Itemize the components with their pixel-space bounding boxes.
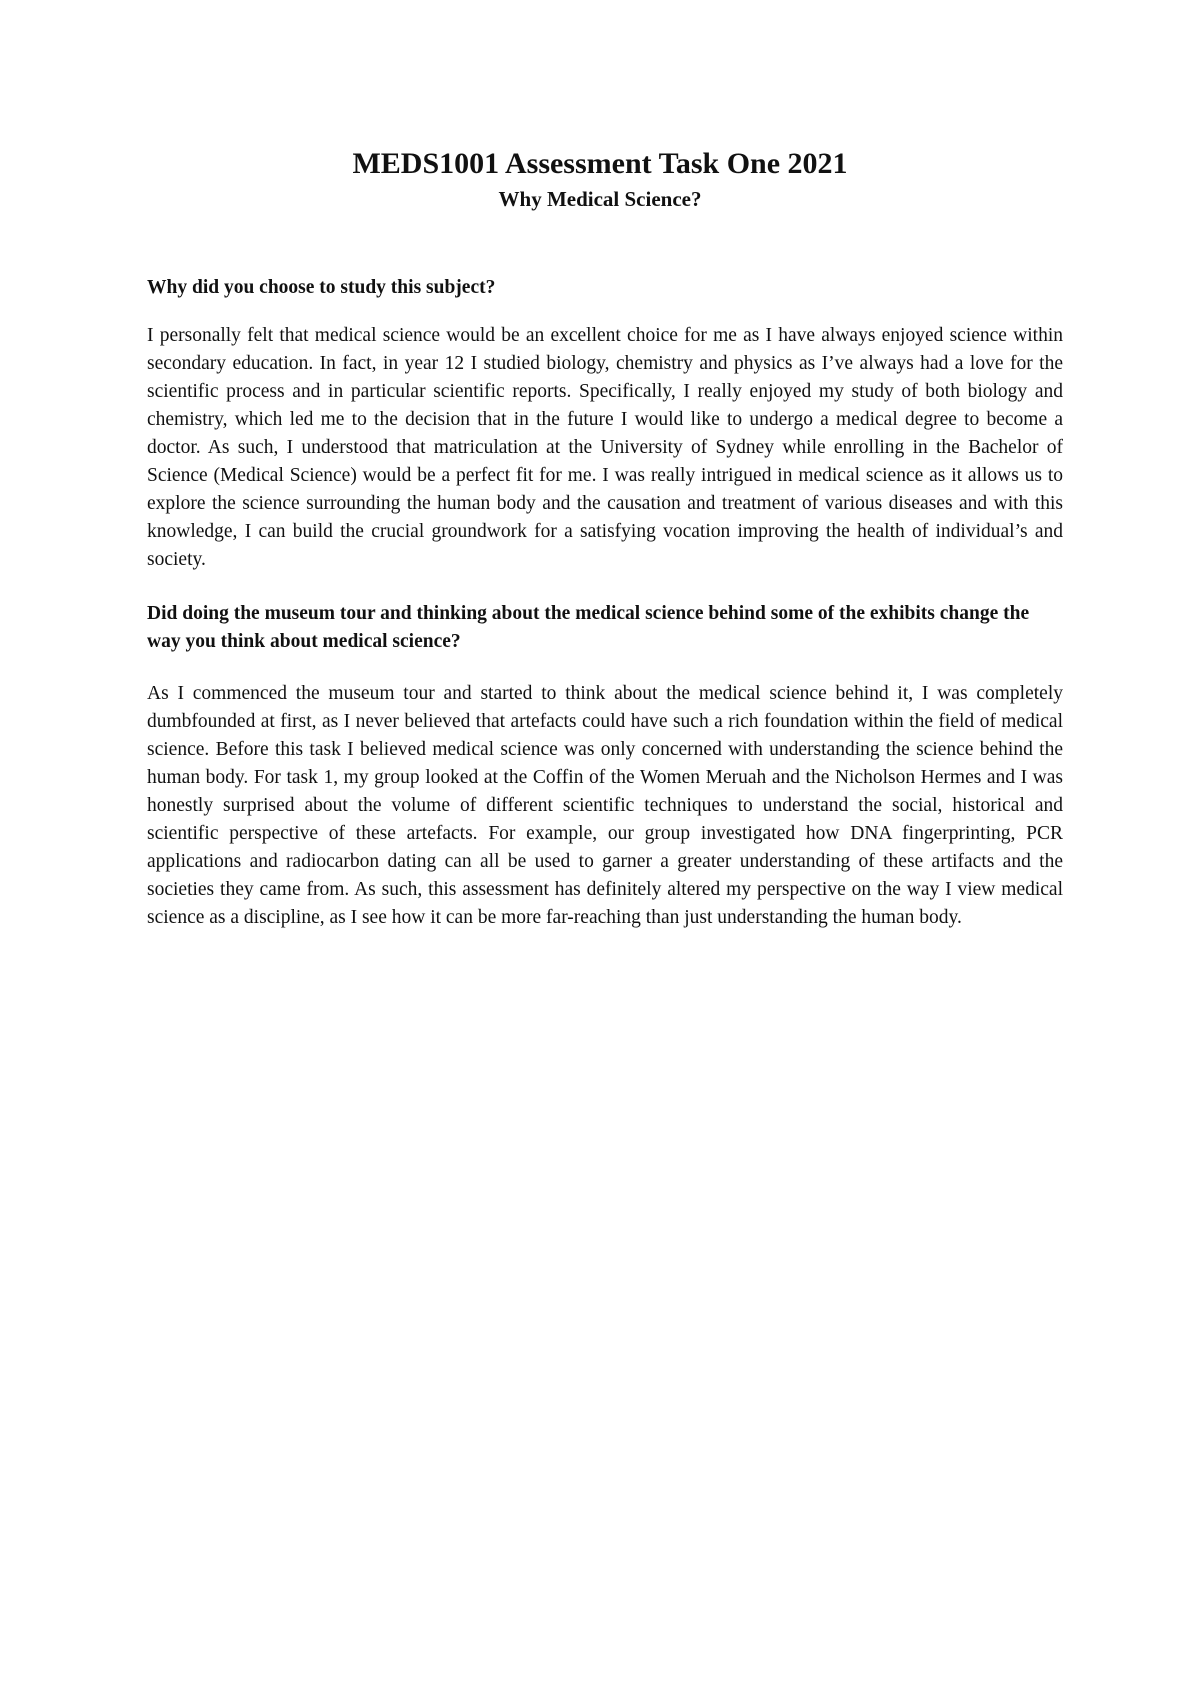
question-1: Why did you choose to study this subject? bbox=[147, 277, 496, 298]
answer-2: As I commenced the museum tour and started to think about the medical science behind it, I was completely dumbfounded at first, as I never believed that artefacts could have such a rich foundation within the field of medical science. Before this task I believed medical science was only concerned with understanding the science behind the human body. For task 1, my group looked at the Coffin of the Women Meruah and the Nicholson Hermes and I was honestly surprised about the volume of different scientific techniques to understand the social, historical and scientific perspective of these artefacts. For example, our group investigated how DNA fingerprinting, PCR applications and radiocarbon dating can all be used to garner a greater understanding of these artifacts and the societies they came from. As such, this assessment has definitely altered my perspective on the way I view medical science as a discipline, as I see how it can be more far-reaching than just understanding the human body. bbox=[147, 683, 1063, 928]
document-subtitle: Why Medical Science? bbox=[498, 187, 702, 211]
title-block bbox=[0, 146, 1200, 212]
question-2: Did doing the museum tour and thinking about the medical science behind some of the exhibits change the way you think about medical science? bbox=[147, 603, 1030, 652]
answer-1: I personally felt that medical science would be an excellent choice for me as I have always enjoyed science within secondary education. In fact, in year 12 I studied biology, chemistry and physics as I’ve always had a love for the scientific process and in particular scientific reports. Specifically, I really enjoyed my study of both biology and chemistry, which led me to the decision that in the future I would like to undergo a medical degree to become a doctor. As such, I understood that matriculation at the University of Sydney while enrolling in the Bachelor of Science (Medical Science) would be a perfect fit for me. I was really intrigued in medical science as it allows us to explore the science surrounding the human body and the causation and treatment of various diseases and with this knowledge, I can build the crucial groundwork for a satisfying vocation improving the health of individual’s and society. bbox=[147, 325, 1063, 570]
document-title: MEDS1001 Assessment Task One 2021 bbox=[352, 147, 848, 180]
document-body bbox=[147, 274, 1063, 932]
